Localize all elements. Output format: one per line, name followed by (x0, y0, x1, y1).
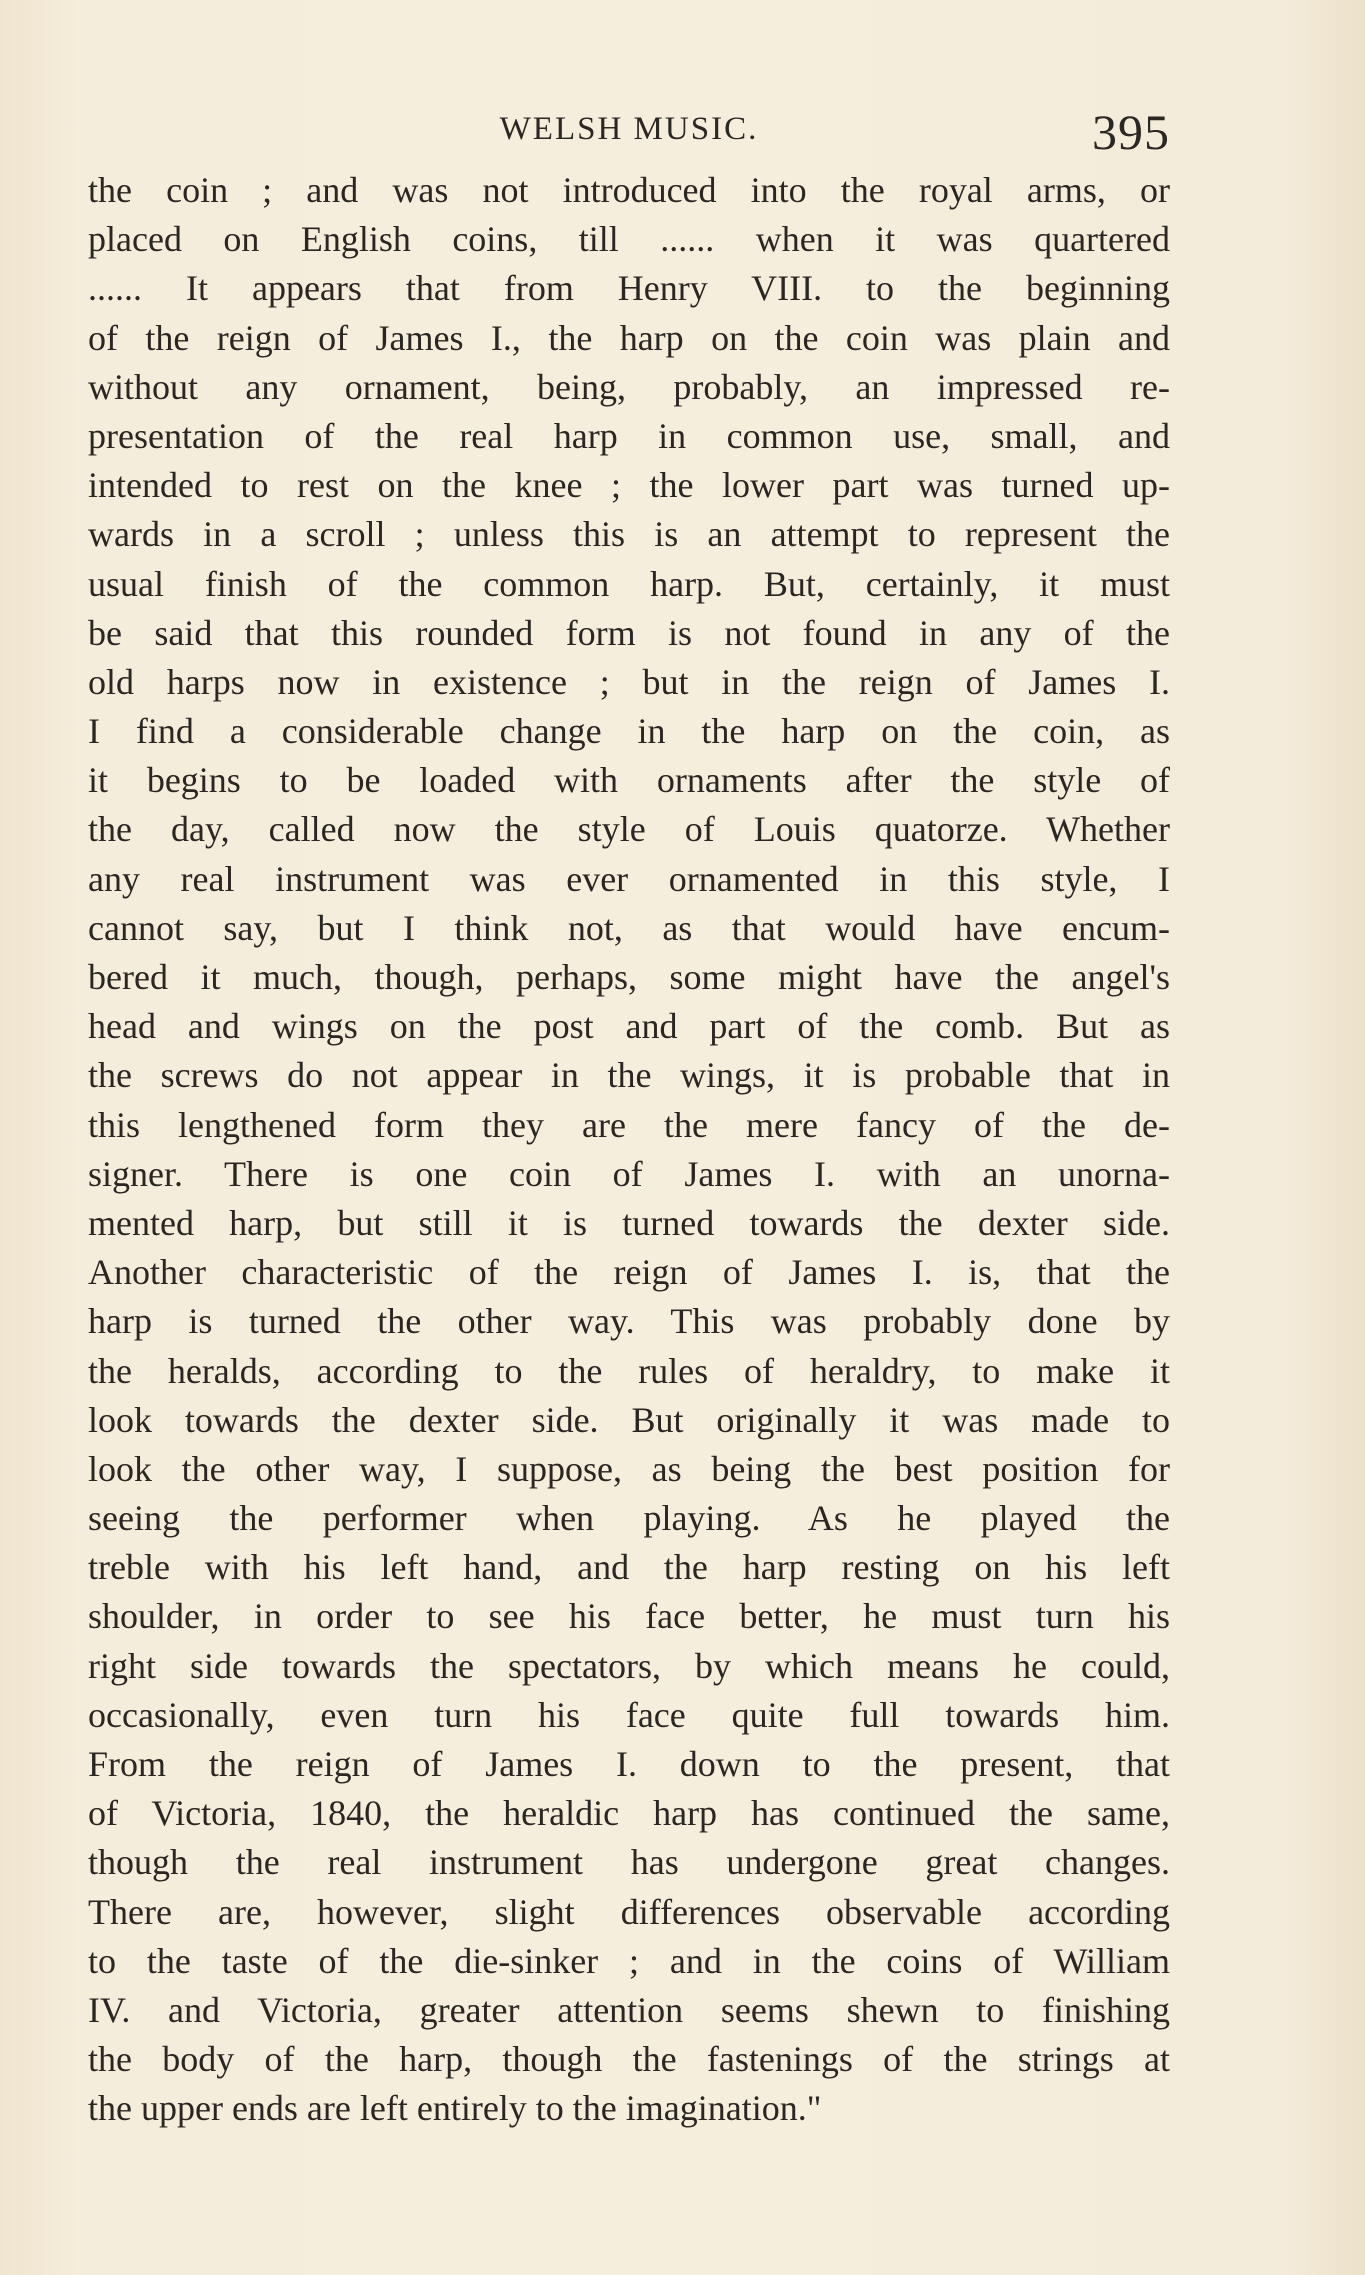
text-line: look towards the dexter side. But originally it was made to (88, 1399, 1170, 1440)
text-line: head and wings on the post and part of the comb. But as (88, 1006, 1170, 1047)
text-line: the coin ; and was not introduced into the royal arms, or (88, 170, 1170, 210)
text-line: placed on English coins, till ...... when it was quartered (88, 219, 1170, 260)
text-line: shoulder, in order to see his face better, he must turn his (88, 1596, 1170, 1637)
text-line: intended to rest on the knee ; the lower part was turned up- (88, 465, 1170, 506)
text-line: to the taste of the die-sinker ; and in the coins of William (88, 1940, 1170, 1981)
text-line: old harps now in existence ; but in the reign of James I. (88, 661, 1170, 702)
text-line: the heralds, according to the rules of heraldry, to make it (88, 1350, 1170, 1391)
body-text (88, 166, 1170, 2134)
text-line: it begins to be loaded with ornaments after the style of (88, 760, 1170, 801)
text-line: occasionally, even turn his face quite full towards him. (88, 1694, 1170, 1735)
text-line: without any ornament, being, probably, an impressed re- (88, 366, 1170, 407)
text-line: be said that this rounded form is not found in any of the (88, 612, 1170, 653)
text-line: Another characteristic of the reign of James I. is, that the (88, 1252, 1170, 1293)
text-line: cannot say, but I think not, as that would have encum- (88, 907, 1170, 948)
text-line: of Victoria, 1840, the heraldic harp has continued the same, (88, 1793, 1170, 1834)
running-head (88, 103, 1170, 163)
text-line: of the reign of James I., the harp on the coin was plain and (88, 317, 1170, 358)
page-number: 395 (1092, 104, 1170, 160)
text-line: bered it much, though, perhaps, some might have the angel's (88, 957, 1170, 997)
text-line: There are, however, slight differences observable according (88, 1891, 1170, 1932)
text-line: this lengthened form they are the mere fancy of the de- (88, 1104, 1170, 1145)
text-line: though the real instrument has undergone great changes. (88, 1842, 1170, 1883)
text-line: harp is turned the other way. This was probably done by (88, 1301, 1170, 1342)
text-line: IV. and Victoria, greater attention seems shewn to finishing (88, 1989, 1170, 2030)
text-line: the upper ends are left entirely to the imagination." (88, 2088, 822, 2129)
text-line: seeing the performer when playing. As he played the (88, 1498, 1170, 1539)
text-line: From the reign of James I. down to the present, that (88, 1744, 1170, 1784)
text-line: the screws do not appear in the wings, it is probable that in (88, 1055, 1170, 1096)
text-line: ...... It appears that from Henry VIII. to the beginning (88, 268, 1170, 309)
text-line: presentation of the real harp in common use, small, and (88, 415, 1170, 456)
text-line: mented harp, but still it is turned towards the dexter side. (88, 1202, 1170, 1243)
text-line: treble with his left hand, and the harp resting on his left (88, 1547, 1170, 1588)
text-line: right side towards the spectators, by which means he could, (88, 1645, 1170, 1686)
text-line: look the other way, I suppose, as being the best position for (88, 1448, 1170, 1489)
text-line: wards in a scroll ; unless this is an attempt to represent the (88, 514, 1170, 555)
text-line: signer. There is one coin of James I. with an unorna- (88, 1153, 1170, 1194)
text-line: any real instrument was ever ornamented in this style, I (88, 858, 1170, 899)
text-line: I find a considerable change in the harp on the coin, as (88, 711, 1170, 752)
text-line: usual finish of the common harp. But, certainly, it must (88, 563, 1170, 604)
text-line: the body of the harp, though the fastenings of the strings at (88, 2039, 1170, 2080)
running-head-title: WELSH MUSIC. (499, 111, 759, 147)
text-line: the day, called now the style of Louis quatorze. Whether (88, 809, 1170, 850)
